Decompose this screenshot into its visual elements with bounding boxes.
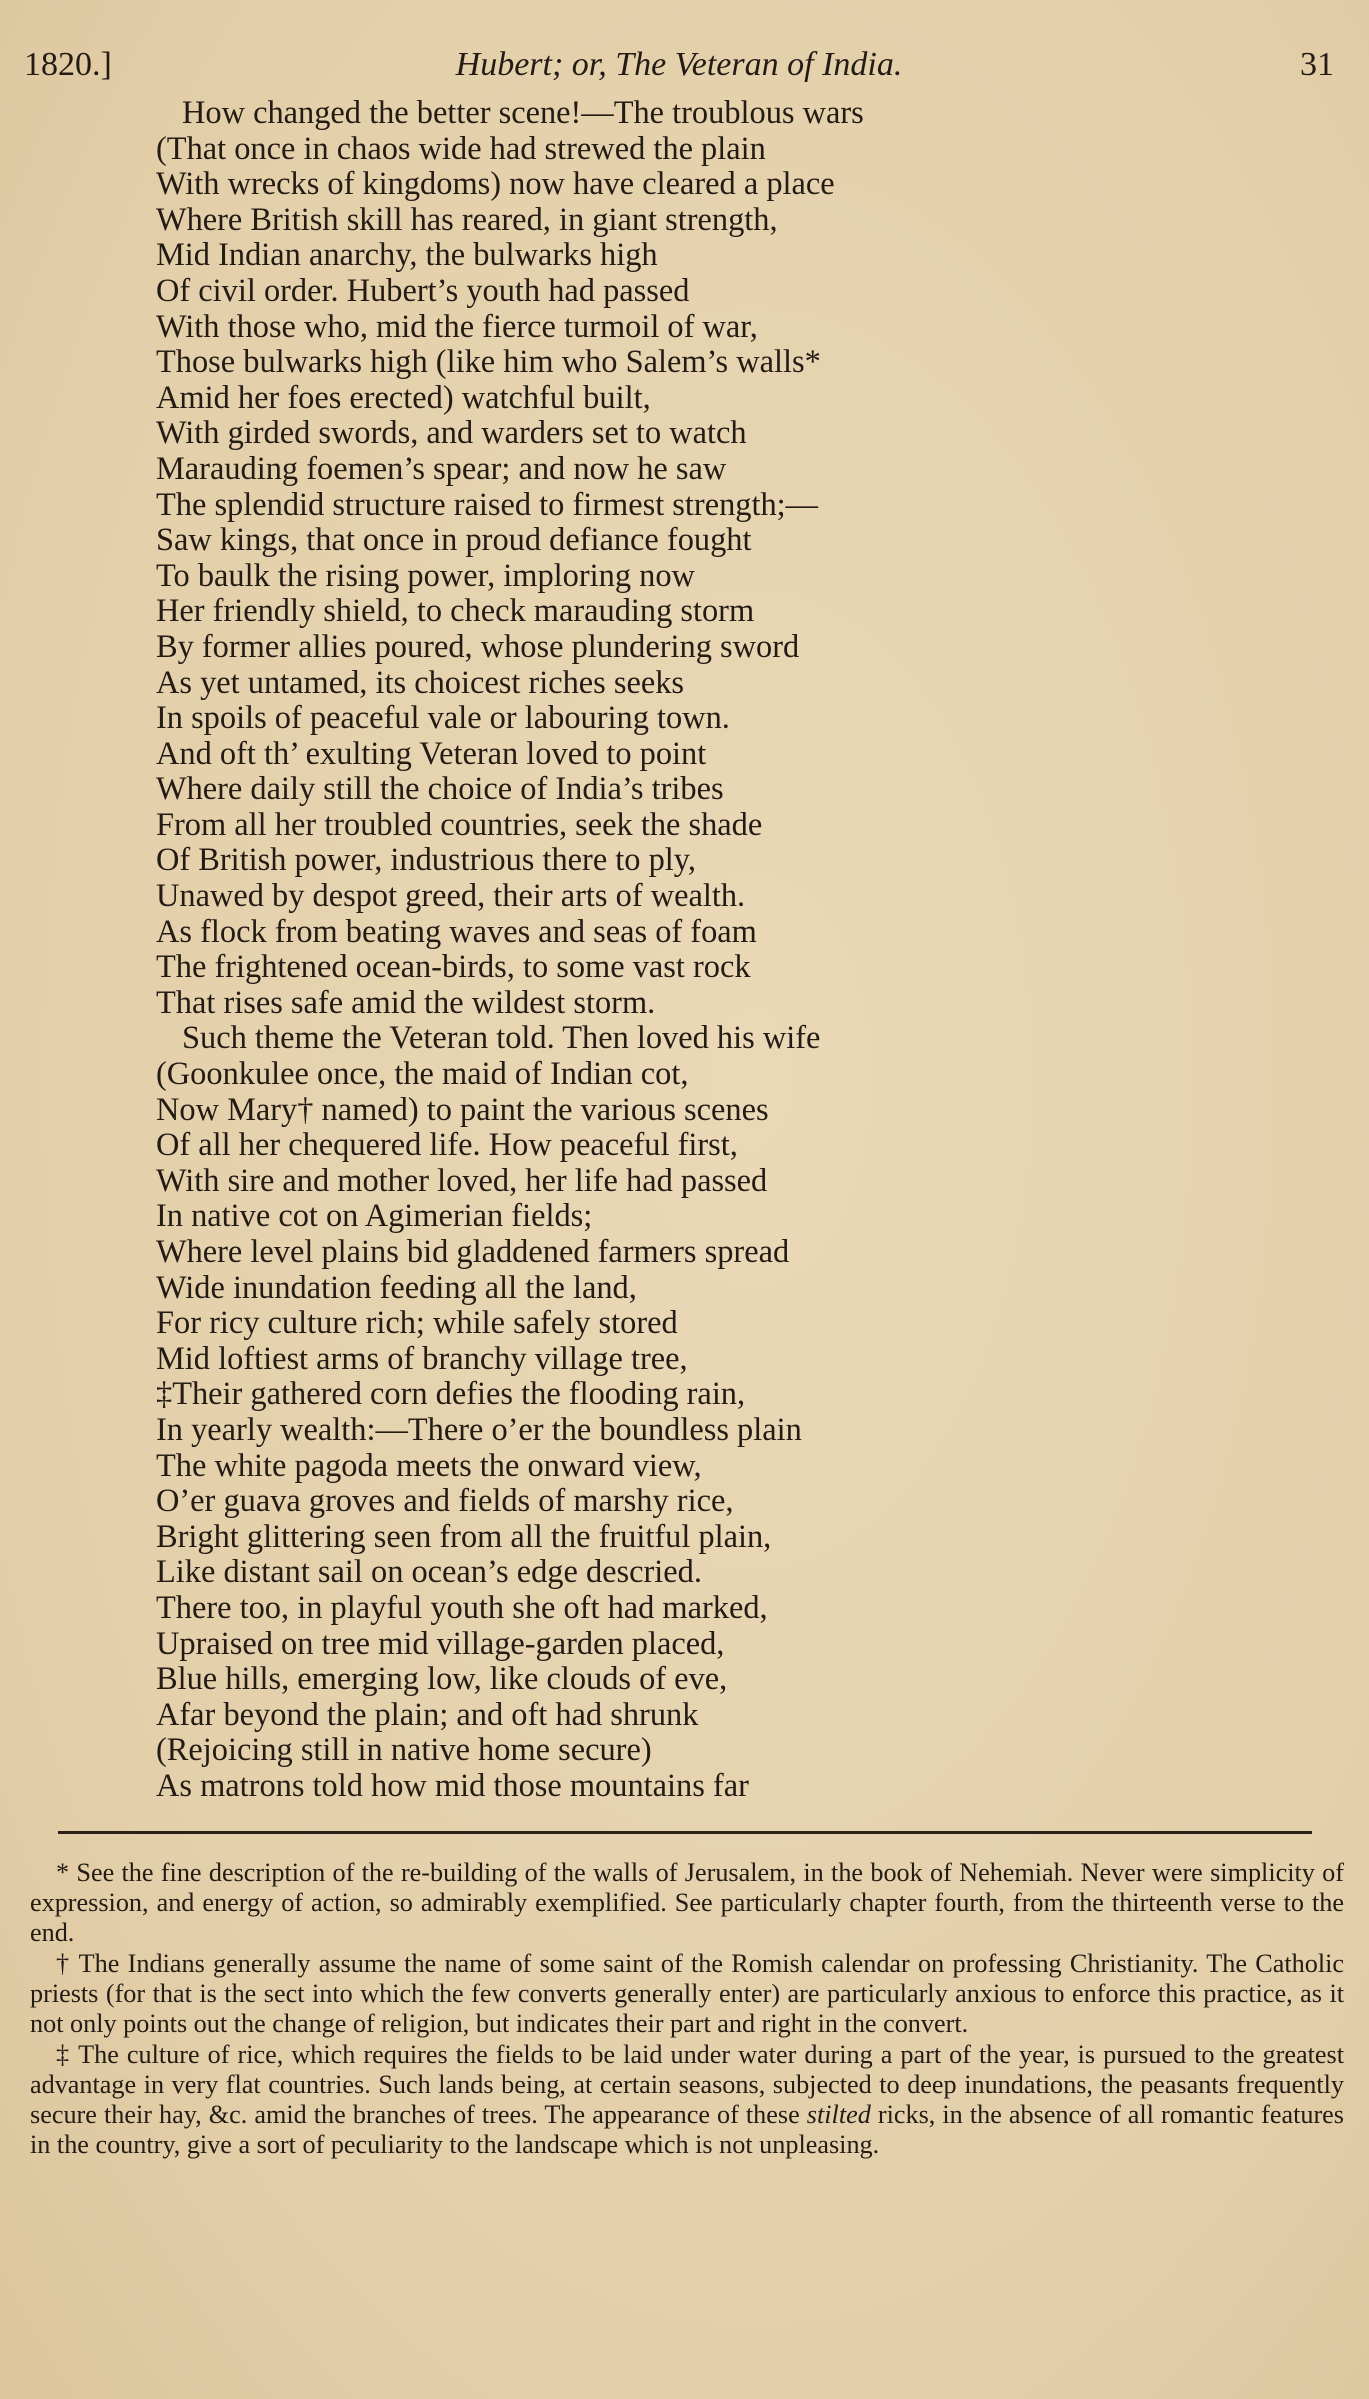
poem-line: As matrons told how mid those mountains far	[156, 1767, 749, 1804]
poem-line: Afar beyond the plain; and oft had shrunk	[156, 1696, 699, 1733]
footnote-text: ‡ The culture of rice, which requires the fields to be laid under water during a part of the year, is pursued to the greatest advantage in very flat countries. Such lands being, at certain seasons, subjected to deep inundations, the peasants frequently secure their hay, &c. amid the branches of trees. The appearance of these	[30, 2040, 1344, 2129]
poem-line: Blue hills, emerging low, like clouds of eve,	[156, 1661, 728, 1698]
footnote	[30, 1949, 1344, 2039]
poem-line: Amid her foes erected) watchful built,	[156, 379, 651, 416]
poem-line: To baulk the rising power, imploring now	[156, 557, 695, 594]
poem-line: Where level plains bid gladdened farmers spread	[156, 1234, 790, 1270]
poem-line: As flock from beating waves and seas of foam	[156, 913, 757, 950]
poem-line: In native cot on Agimerian fields;	[156, 1198, 593, 1235]
poem-line: With sire and mother loved, her life had passed	[156, 1162, 768, 1199]
header-title: Hubert; or, The Veteran of India.	[455, 46, 903, 83]
poem-line: Like distant sail on ocean’s edge descried.	[156, 1554, 702, 1591]
footnote-divider	[58, 1831, 1312, 1834]
page-number: 31	[1300, 46, 1334, 83]
footnote	[30, 2040, 1344, 2160]
poem-line: The splendid structure raised to firmest strength;—	[156, 486, 819, 523]
poem-line: And oft th’ exulting Veteran loved to point	[156, 735, 707, 772]
poem-line: Where daily still the choice of India’s tribes	[156, 771, 724, 808]
footnote-emphasis: stilted	[806, 2100, 871, 2129]
poem-line: The frightened ocean-birds, to some vast rock	[156, 949, 751, 986]
poem-line: With those who, mid the fierce turmoil of war,	[156, 308, 758, 345]
poem-line: (That once in chaos wide had strewed the plain	[156, 130, 766, 167]
poem-line: In spoils of peaceful vale or labouring town.	[156, 700, 730, 737]
footnote-text: † The Indians generally assume the name of some saint of the Romish calendar on professing Christianity. The Catholic priests (for that is the sect into which the few converts generally enter) are particularly anxious to enforce this practice, as it not only points out the change of religion, but indicates their part and right in the convert.	[30, 1949, 1344, 2038]
poem-line: Wide inundation feeding all the land,	[156, 1269, 637, 1306]
footnotes	[30, 1858, 1344, 2161]
poem-line: Her friendly shield, to check marauding storm	[156, 593, 755, 630]
poem-line: O’er guava groves and fields of marshy rice,	[156, 1483, 734, 1520]
poem-line: Unawed by despot greed, their arts of wealth.	[156, 878, 746, 915]
poem-line: Saw kings, that once in proud defiance fought	[156, 522, 752, 559]
running-header	[24, 46, 1334, 90]
poem-line: Such theme the Veteran told. Then loved his wife	[182, 1020, 821, 1057]
poem-line: (Goonkulee once, the maid of Indian cot,	[156, 1056, 689, 1093]
footnote-text: ricks, in the absence of all romantic features in the country, give a sort of peculiarity to the landscape which is not unpleasing.	[30, 2100, 1344, 2159]
poem-line: Of all her chequered life. How peaceful first,	[156, 1127, 738, 1164]
poem-line: Where British skill has reared, in giant strength,	[156, 201, 778, 238]
poem-line: (Rejoicing still in native home secure)	[156, 1732, 652, 1769]
poem-line: By former allies poured, whose plundering sword	[156, 628, 800, 665]
poem-line: Now Mary† named) to paint the various scenes	[156, 1091, 769, 1128]
poem-line: That rises safe amid the wildest storm.	[156, 984, 656, 1021]
footnote	[30, 1858, 1344, 1948]
poem-line: Marauding foemen’s spear; and now he saw	[156, 450, 727, 487]
poem-line: Mid Indian anarchy, the bulwarks high	[156, 237, 658, 274]
footnote-text: * See the fine description of the re-building of the walls of Jerusalem, in the book of Nehemiah. Never were simplicity of expression, and energy of action, so admirably exemplified. See particularly chapter fourth, from the thirteenth verse to the end.	[30, 1858, 1344, 1947]
header-year: 1820.]	[24, 46, 112, 83]
poem-line: How changed the better scene!—The troublous wars	[182, 95, 864, 131]
poem-line: Mid loftiest arms of branchy village tree,	[156, 1340, 688, 1377]
poem-line: With wrecks of kingdoms) now have cleared a place	[156, 166, 835, 203]
poem-line: Upraised on tree mid village-garden placed,	[156, 1625, 725, 1662]
poem-line: In yearly wealth:—There o’er the boundless plain	[156, 1411, 802, 1448]
poem-line: Of British power, industrious there to ply,	[156, 842, 696, 879]
poem-line: With girded swords, and warders set to watch	[156, 415, 747, 452]
poem-line: As yet untamed, its choicest riches seeks	[156, 664, 685, 701]
poem-body	[156, 96, 1276, 1805]
poem-line: From all her troubled countries, seek the shade	[156, 806, 763, 843]
poem-line: Those bulwarks high (like him who Salem’s walls*	[156, 344, 821, 381]
poem-line: Bright glittering seen from all the fruitful plain,	[156, 1518, 772, 1555]
poem-line: The white pagoda meets the onward view,	[156, 1447, 702, 1484]
poem-line: ‡Their gathered corn defies the flooding rain,	[156, 1376, 746, 1413]
poem-line: For ricy culture rich; while safely stored	[156, 1305, 678, 1342]
poem-line: There too, in playful youth she oft had marked,	[156, 1589, 768, 1626]
poem-line: Of civil order. Hubert’s youth had passed	[156, 272, 690, 309]
